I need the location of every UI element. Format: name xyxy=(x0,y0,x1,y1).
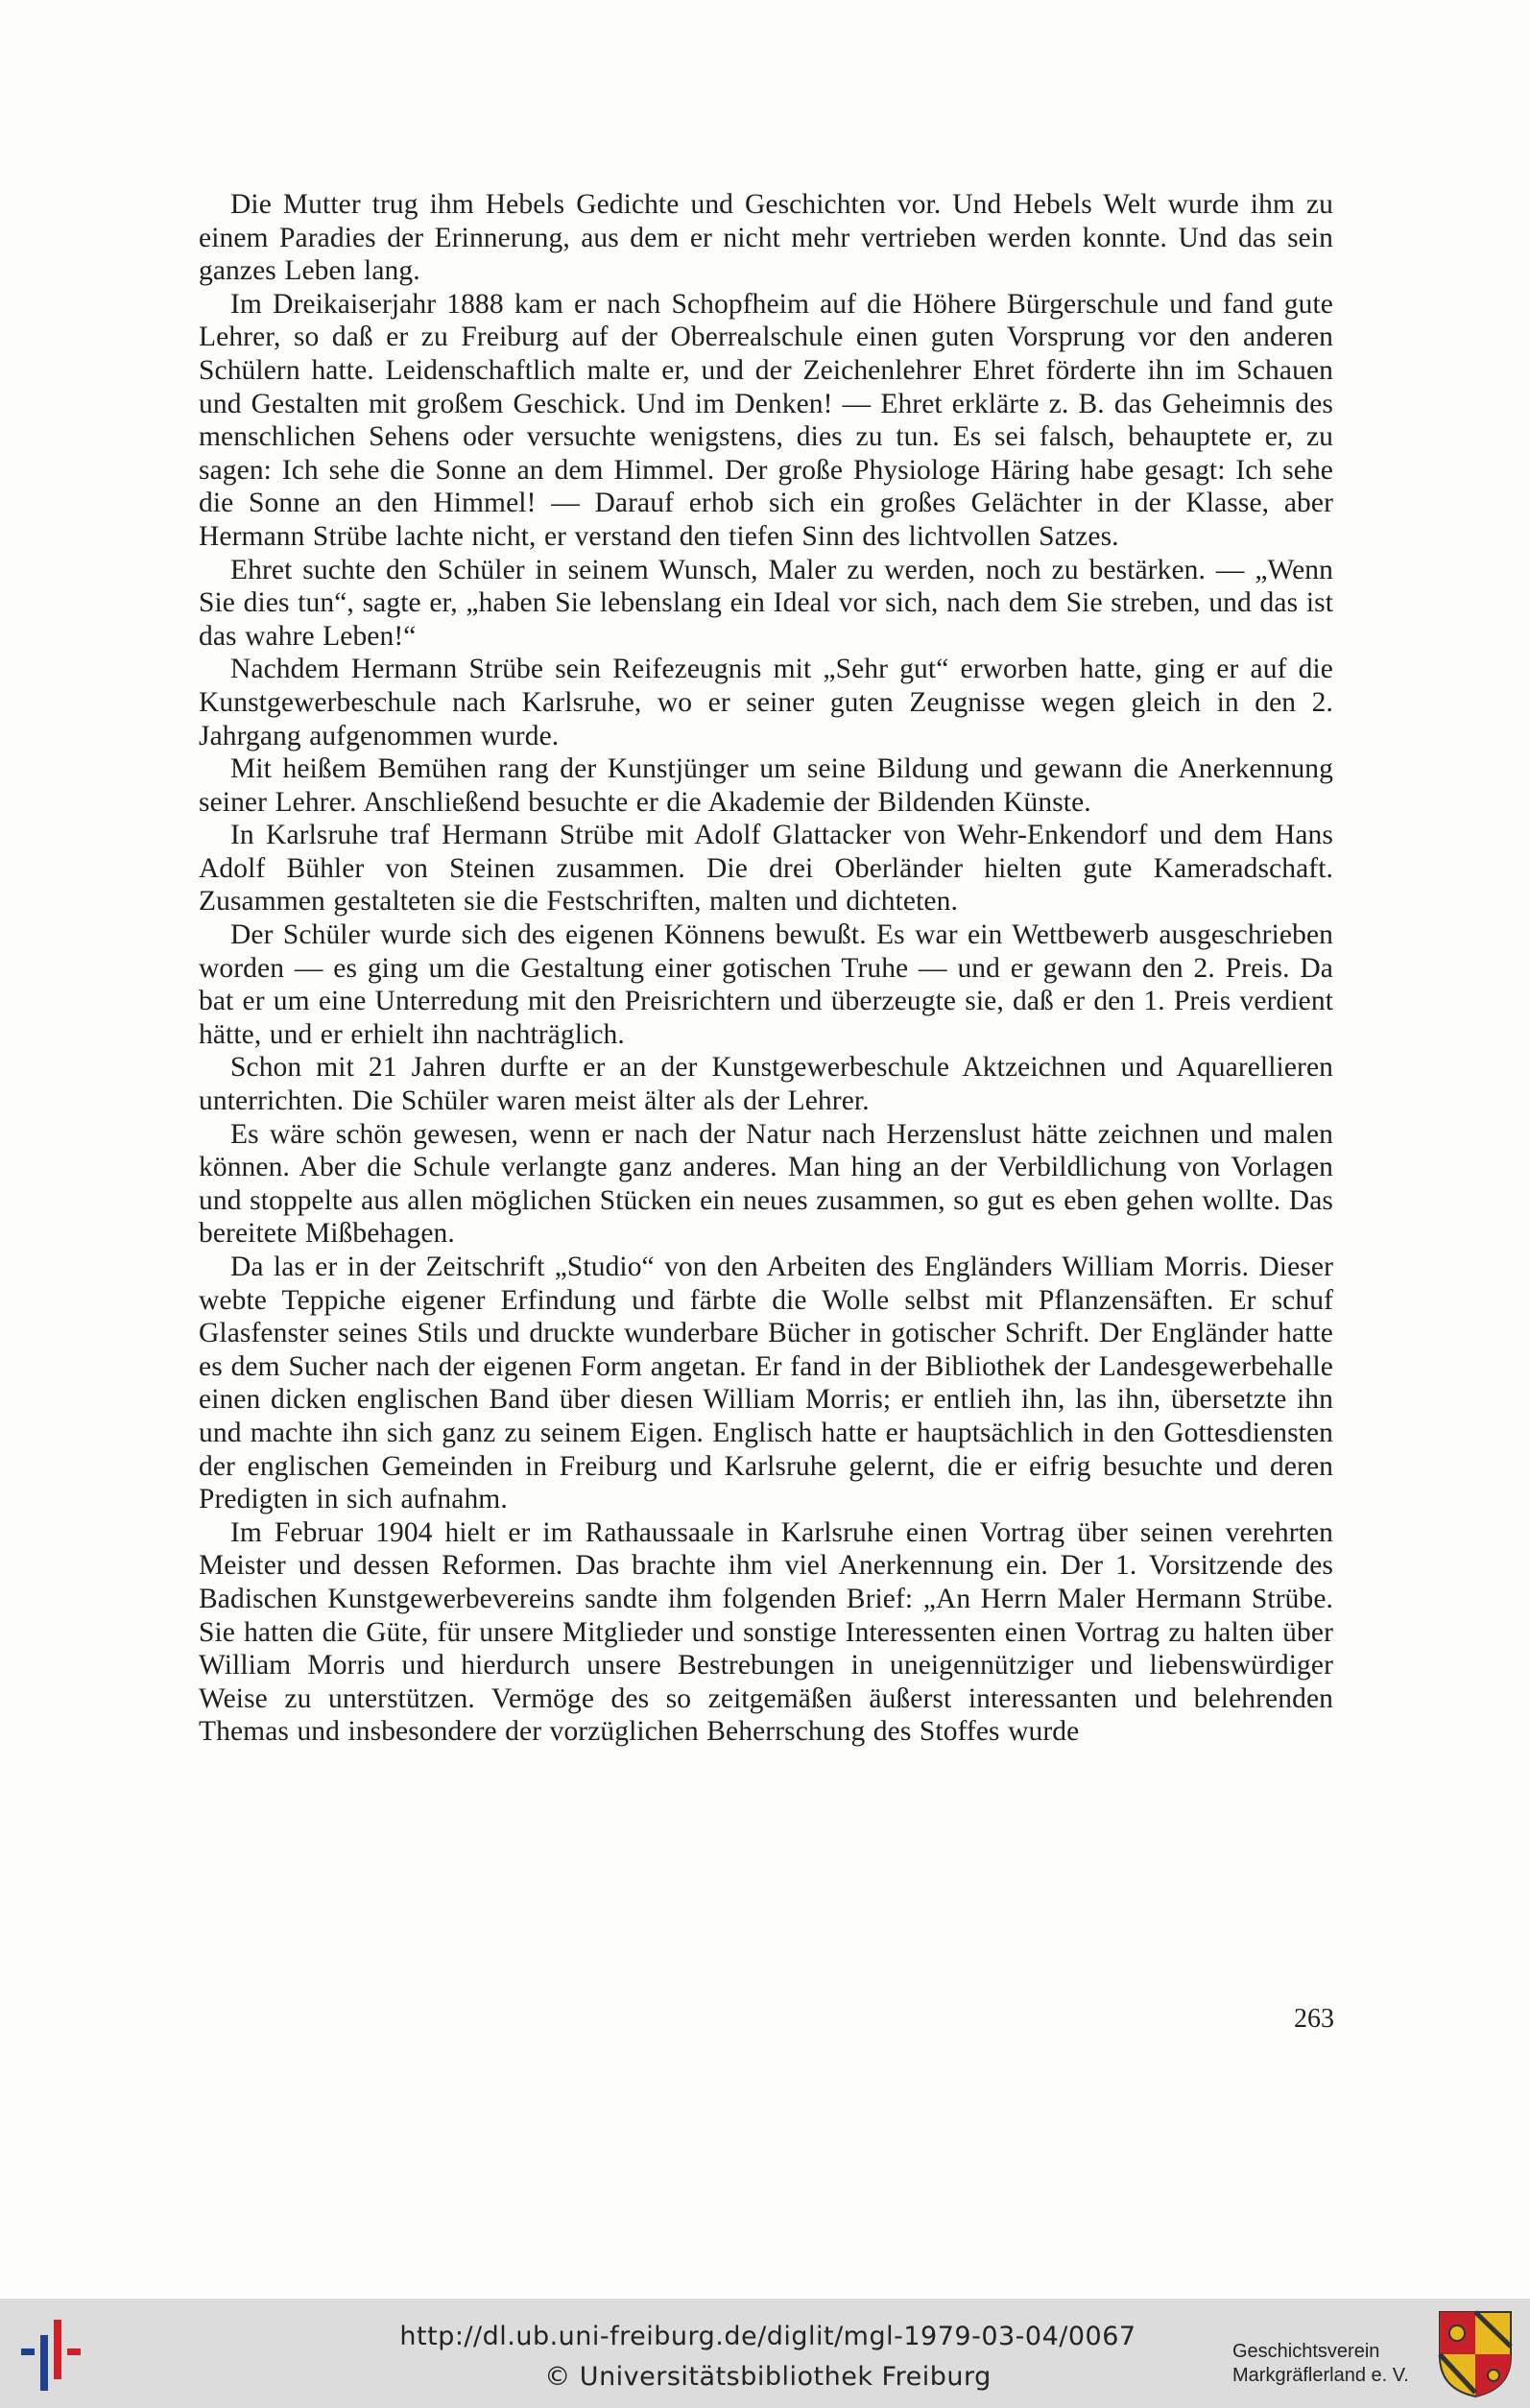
copyright-notice: © Universitätsbibliothek Freiburg xyxy=(544,2362,992,2392)
paragraph-11: Im Februar 1904 hielt er im Rathaussaale in Karlsruhe einen Vortrag über seinen verehrten Meister und dessen Reformen. Das brachte ihm viel Anerkennung ein. Der 1. Vorsitzende des Badischen Kunstgewerbevereins sandte ihm folgenden Brief: „An Herrn Maler Hermann Strübe. Sie hatten die Güte, für unsere Mitglieder und sonstige Interessenten einen Vortrag zu halten über William Morris und hierdurch unsere Bestrebungen in uneigennütziger und liebenswürdiger Weise zu unterstützen. Vermöge des so zeitgemäßen äußerst interessanten und belehrenden Themas und insbesondere der vorzüglichen Beherrschung des Stoffes wurde xyxy=(199,1516,1333,1748)
permalink-url[interactable]: http://dl.ub.uni-freiburg.de/diglit/mgl-1979-03-04/0067 xyxy=(399,2322,1136,2351)
paragraph-1: Die Mutter trug ihm Hebels Gedichte und Geschichten vor. Und Hebels Welt wurde ihm zu einem Paradies der Erinnerung, aus dem er nicht mehr vertrieben werden konnte. Und das sein ganzes Leben lang. xyxy=(199,189,1333,287)
page-number: 263 xyxy=(1294,2004,1334,2034)
body-text xyxy=(199,188,1333,1749)
society-name-line-1: Geschichtsverein xyxy=(1232,2341,1380,2362)
paragraph-4: Nachdem Hermann Strübe sein Reifezeugnis mit „Sehr gut“ erworben hatte, ging er auf die Kunstgewerbeschule nach Karlsruhe, wo er seiner guten Zeugnisse wegen gleich in den 2. Jahrgang aufgenommen wurde. xyxy=(199,654,1333,751)
paragraph-5: Mit heißem Bemühen rang der Kunstjünger um seine Bildung und gewann die Anerkennung seiner Lehrer. Anschließend besuchte er die Akademie der Bildenden Künste. xyxy=(199,753,1333,818)
paragraph-3: Ehret suchte den Schüler in seinem Wunsch, Maler zu werden, noch zu bestärken. — „Wenn Sie dies tun“, sagte er, „haben Sie lebenslang ein Ideal vor sich, nach dem Sie streben, und das ist das wahre Leben!“ xyxy=(199,554,1333,652)
paragraph-7: Der Schüler wurde sich des eigenen Könnens bewußt. Es war ein Wettbewerb ausgeschrieben worden — es ging um die Gestaltung einer gotischen Truhe — und er gewann den 2. Preis. Da bat er um eine Unterredung mit den Preisrichtern und überzeugte sie, daß er den 1. Preis verdient hätte, und er erhielt ihn nachträglich. xyxy=(199,919,1333,1050)
paragraph-8: Schon mit 21 Jahren durfte er an der Kunstgewerbeschule Aktzeichnen und Aquarellieren unterrichten. Die Schüler waren meist älter als der Lehrer. xyxy=(199,1052,1333,1117)
footer-bar xyxy=(0,2299,1530,2408)
paragraph-2: Im Dreikaiserjahr 1888 kam er nach Schopfheim auf die Höhere Bürgerschule und fand gute Lehrer, so daß er zu Freiburg auf der Oberrealschule einen guten Vorsprung vor den anderen Schülern hatte. Leidenschaftlich malte er, und der Zeichenlehrer Ehret förderte ihn im Schauen und Gestalten mit großem Geschick. Und im Denken! — Ehret erklärte z. B. das Geheimnis des menschlichen Sehens oder versuchte wenigstens, dies zu tun. Es sei falsch, behauptete er, zu sagen: Ich sehe die Sonne an dem Himmel. Der große Physiologe Häring habe gesagt: Ich sehe die Sonne an den Himmel! — Darauf erhob sich ein großes Gelächter in der Klasse, aber Hermann Strübe lachte nicht, er verstand den tiefen Sinn des lichtvollen Satzes. xyxy=(199,288,1333,552)
coat-of-arms-icon[interactable] xyxy=(1436,2308,1515,2398)
paragraph-6: In Karlsruhe traf Hermann Strübe mit Adolf Glattacker von Wehr-Enkendorf und dem Hans Adolf Bühler von Steinen zusammen. Die drei Oberländer hielten gute Kameradschaft. Zusammen gestalteten sie die Festschriften, malten und dichteten. xyxy=(199,820,1333,918)
society-name xyxy=(1232,2340,1424,2388)
society-name-line-2: Markgräflerland e. V. xyxy=(1232,2365,1409,2386)
ub-freiburg-logo-icon[interactable] xyxy=(17,2316,94,2393)
paragraph-9: Es wäre schön gewesen, wenn er nach der Natur nach Herzenslust hätte zeichnen und malen können. Aber die Schule verlangte ganz anderes. Man hing an der Verbildlichung von Vorlagen und stoppelte aus allen möglichen Stücken ein neues zusammen, so gut es eben gehen wollte. Das bereitete Mißbehagen. xyxy=(199,1118,1333,1250)
paragraph-10: Da las er in der Zeitschrift „Studio“ von den Arbeiten des Engländers William Morris. Dieser webte Teppiche eigener Erfindung und färbte die Wolle selbst mit Pflanzensäften. Er schuf Glasfenster seines Stils und druckte wunderbare Bücher in gotischer Schrift. Der Engländer hatte es dem Sucher nach der eigenen Form angetan. Er fand in der Bibliothek der Landesgewerbehalle einen dicken englischen Band über diesen William Morris; er entlieh ihn, las ihn, übersetzte ihn und machte ihn sich ganz zu seinem Eigen. Englisch hatte er hauptsächlich in den Gottesdiensten der englischen Gemeinden in Freiburg und Karlsruhe gelernt, die er eifrig besuchte und deren Predigten in sich aufnahm. xyxy=(199,1252,1333,1515)
